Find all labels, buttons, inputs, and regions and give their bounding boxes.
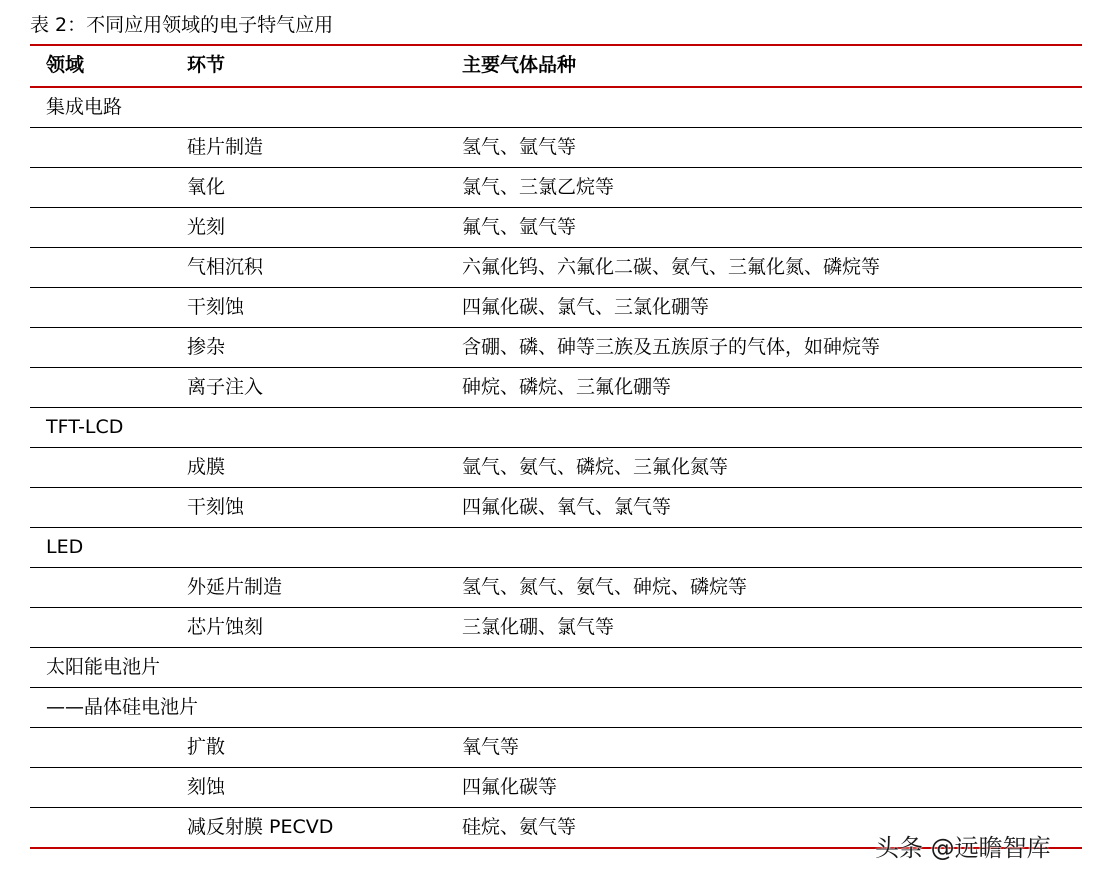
table-row [30, 568, 1082, 608]
cell-step: 氧化 [187, 176, 226, 198]
header-step: 环节 [187, 54, 226, 76]
table-row [30, 128, 1082, 168]
cell-step: 干刻蚀 [187, 296, 245, 318]
table-row [30, 88, 1082, 128]
table-row [30, 728, 1082, 768]
table-row [30, 408, 1082, 448]
cell-gases: 氯气、三氯乙烷等 [462, 176, 615, 198]
cell-gases: 四氟化碳、氯气、三氯化硼等 [462, 296, 710, 318]
cell-field: TFT-LCD [46, 416, 124, 438]
table-body [30, 88, 1082, 847]
cell-gases: 四氟化碳、氧气、氯气等 [462, 496, 672, 518]
cell-step: 掺杂 [187, 336, 226, 358]
cell-gases: 氢气、氩气等 [462, 136, 577, 158]
cell-gases: 含硼、磷、砷等三族及五族原子的气体，如砷烷等 [462, 336, 881, 358]
cell-step: 成膜 [187, 456, 226, 478]
table-row [30, 768, 1082, 808]
header-field: 领域 [46, 54, 85, 76]
cell-field: LED [46, 536, 84, 558]
table-row [30, 368, 1082, 408]
cell-step: 光刻 [187, 216, 226, 238]
cell-step: 扩散 [187, 736, 226, 758]
cell-field: 集成电路 [46, 96, 123, 118]
table-row [30, 248, 1082, 288]
cell-step: 外延片制造 [187, 576, 283, 598]
table-row [30, 608, 1082, 648]
cell-step: 硅片制造 [187, 136, 264, 158]
table-header-row [30, 46, 1082, 86]
cell-field: ——晶体硅电池片 [46, 696, 199, 718]
table-row [30, 688, 1082, 728]
table-row [30, 448, 1082, 488]
cell-step: 刻蚀 [187, 776, 226, 798]
cell-step: 干刻蚀 [187, 496, 245, 518]
cell-gases: 氢气、氮气、氨气、砷烷、磷烷等 [462, 576, 748, 598]
cell-step: 芯片蚀刻 [187, 616, 264, 638]
watermark-text: 头条 @远瞻智库 [875, 834, 1051, 862]
cell-gases: 三氯化硼、氯气等 [462, 616, 615, 638]
cell-gases: 六氟化钨、六氟化二碳、氨气、三氟化氮、磷烷等 [462, 256, 881, 278]
gas-application-table [30, 44, 1082, 849]
cell-step: 减反射膜 PECVD [187, 816, 334, 838]
table-row [30, 488, 1082, 528]
cell-gases: 砷烷、磷烷、三氟化硼等 [462, 376, 672, 398]
cell-field: 太阳能电池片 [46, 656, 161, 678]
cell-gases: 氩气、氨气、磷烷、三氟化氮等 [462, 456, 729, 478]
cell-step: 气相沉积 [187, 256, 264, 278]
table-row [30, 288, 1082, 328]
cell-gases: 氧气等 [462, 736, 520, 758]
table-row [30, 208, 1082, 248]
cell-gases: 四氟化碳等 [462, 776, 558, 798]
cell-gases: 氟气、氩气等 [462, 216, 577, 238]
table-row [30, 168, 1082, 208]
table-row [30, 528, 1082, 568]
cell-step: 离子注入 [187, 376, 264, 398]
table-row [30, 328, 1082, 368]
header-gases: 主要气体品种 [462, 54, 577, 76]
table-row [30, 648, 1082, 688]
cell-gases: 硅烷、氨气等 [462, 816, 577, 838]
table-caption: 表 2：不同应用领域的电子特气应用 [30, 14, 334, 36]
